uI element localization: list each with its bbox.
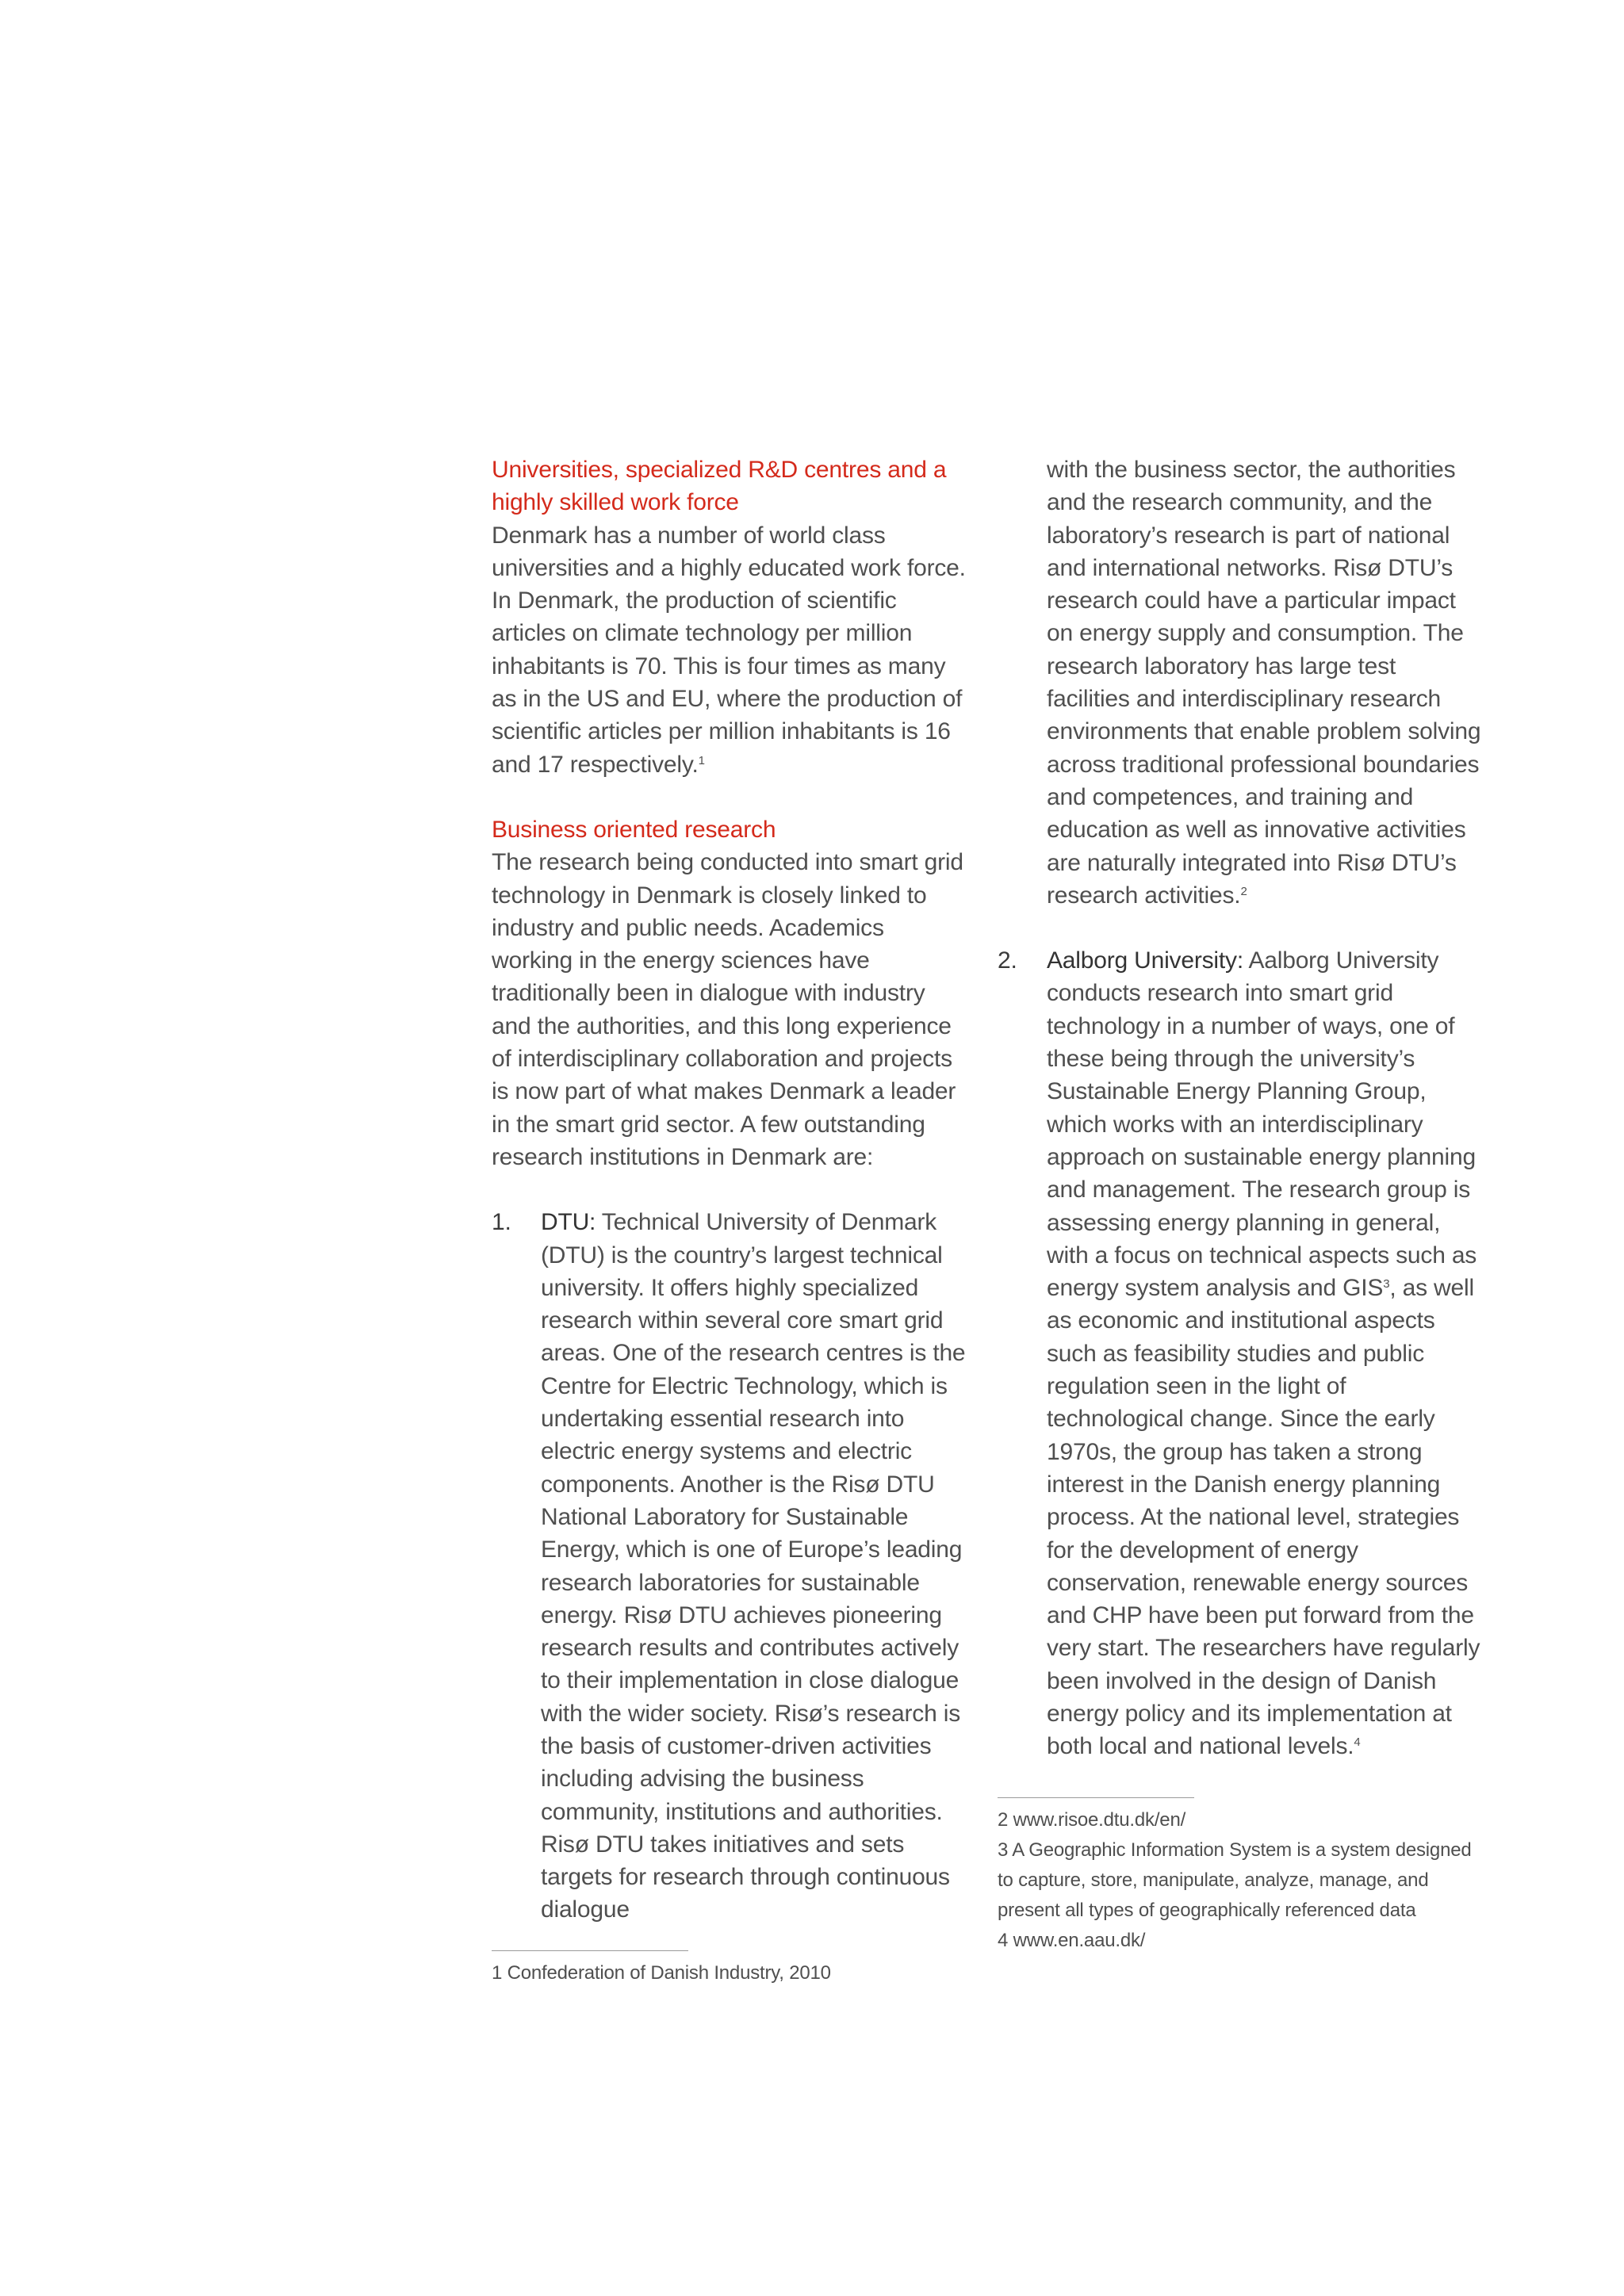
continuation-text: with the business sector, the authorities and the research community, and the laboratory’s research is part of national and international networks. Risø DTU’s research could have a particular impact on energy supply and consumption. The research laboratory has large test facilities and interdisciplinary research environments that enable problem solving across traditional professional boundaries and competences, and training and education as well as innovative activities are naturally integrated into Risø DTU’s research activities. <box>1047 457 1481 909</box>
list-item-dtu-continuation <box>998 453 1481 912</box>
footnote-4: 4 www.en.aau.dk/ <box>998 1930 1146 1951</box>
list-item-lead: Aalborg University: <box>1047 947 1243 974</box>
list-item-dtu <box>492 1206 967 1927</box>
footnote-ref-4: 4 <box>1354 1735 1361 1750</box>
list-item-text: Technical University of Denmark (DTU) is the country’s largest technical university. It offers highly specialized research within several core smart grid areas. One of the research centres is the Centre for Electric Technology, which is undertaking essential research into electric energy systems and electric components. Another is the Risø DTU National Laboratory for Sustainable Energy, which is one of Europe’s leading research laboratories for sustainable energy. Risø DTU achieves pioneering research results and contributes actively to their implementation in close dialogue with the wider society. Risø’s research is the basis of customer-driven activities including advising the business community, institutions and authorities. Risø DTU takes initiatives and sets targets for research through continuous dialogue <box>541 1209 966 1923</box>
footnote-ref-3: 3 <box>1383 1277 1390 1292</box>
footnotes-right <box>998 1805 1473 1956</box>
paragraph-business-research: The research being conducted into smart grid technology in Denmark is closely linked to industry and public needs. Academics working in the energy sciences have traditionally been in dialogue with industry and the authorities, and this long experience of interdisciplinary collaboration and projects is now part of what makes Denmark a leader in the smart grid sector. A few outstanding research institutions in Denmark are: <box>492 849 963 1170</box>
footnote-1: 1 Confederation of Danish Industry, 2010 <box>492 1962 831 1984</box>
footnote-ref-2: 2 <box>1240 884 1247 898</box>
footnote-3: 3 A Geographic Information System is a system designed to capture, store, manipulate, analyze, manage, and present all types of geographically referenced data <box>998 1839 1472 1921</box>
footnote-divider-right <box>998 1797 1194 1798</box>
paragraph-universities-text: Denmark has a number of world class universities and a highly educated work force. In Denmark, the production of scientific articles on climate technology per million inhabitants is 70. This is four times as many as in the US and EU, where the production of scientific articles per million inhabitants is 16 and 17 respectively. <box>492 522 966 778</box>
paragraph-universities <box>492 519 967 781</box>
footnote-ref-1: 1 <box>698 753 705 767</box>
section-heading-business-research: Business oriented research <box>492 816 776 843</box>
left-column <box>492 453 967 1927</box>
right-column <box>998 453 1481 1763</box>
footnote-2: 2 www.risoe.dtu.dk/en/ <box>998 1809 1186 1831</box>
list-item-text-b: , as well as economic and institutional aspects such as feasibility studies and public regulation seen in the light of technological change. Since the early 1970s, the group has taken a strong interest in the Danish energy planning process. At the national level, strategies for the development of energy conservation, renewable energy sources and CHP have been put forward from the very start. The researchers have regularly been involved in the design of Danish energy policy and its implementation at both local and national levels. <box>1047 1275 1480 1760</box>
list-number: 1. <box>492 1209 511 1236</box>
footnotes-left <box>492 1958 967 1988</box>
section-heading-universities: Universities, specialized R&D centres and a highly skilled work force <box>492 457 947 516</box>
list-item-text-a: Aalborg University conducts research into smart grid technology in a number of ways, one of these being through the university’s Sustainable Energy Planning Group, which works with an interdisciplinary approach on sustainable energy planning and management. The research group is assessing energy planning in general, with a focus on technical aspects such as energy system analysis and GIS <box>1047 947 1477 1302</box>
footnote-divider-left <box>492 1950 688 1951</box>
list-number: 2. <box>998 947 1017 974</box>
list-item-lead: DTU: <box>541 1209 596 1236</box>
list-item-aalborg <box>998 944 1481 1762</box>
